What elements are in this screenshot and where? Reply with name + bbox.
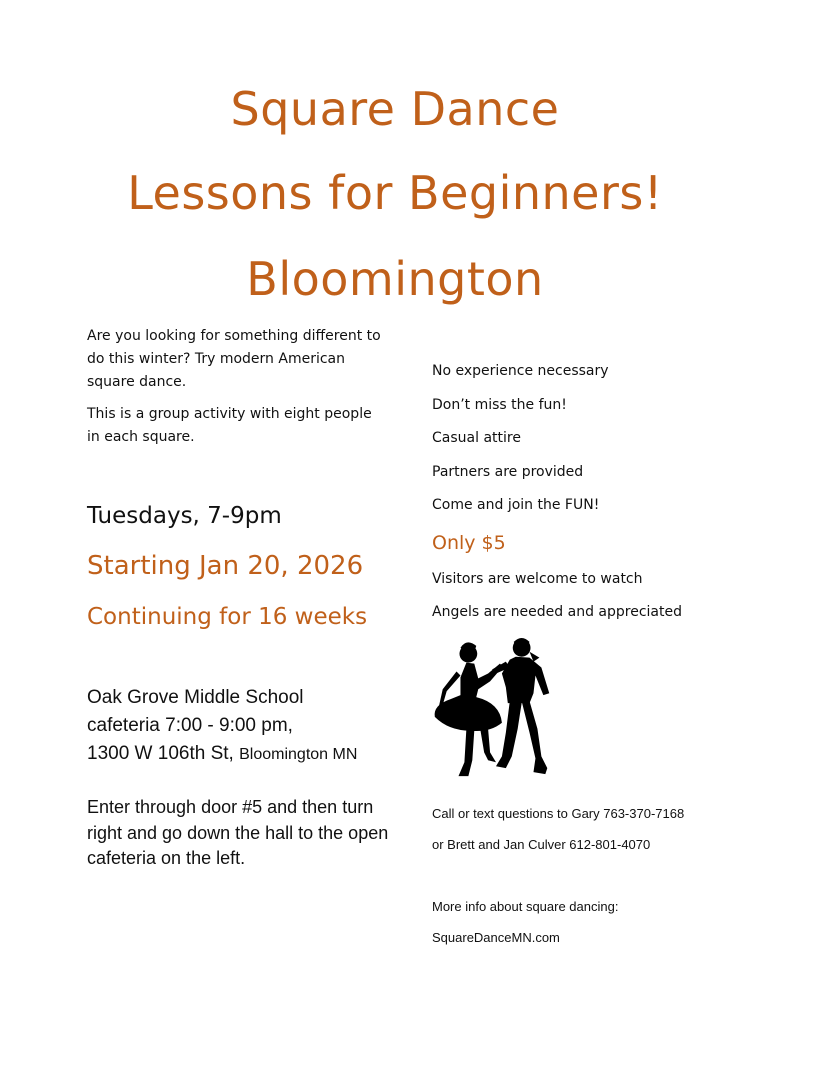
more-info-label: More info about square dancing: [432,899,619,914]
title-line-3: Bloomington [246,252,544,306]
duration: Continuing for 16 weeks [87,604,368,630]
feature-item: Casual attire [432,430,521,446]
venue-block [87,684,407,769]
venue-address [87,740,407,769]
website-link[interactable]: SquareDanceMN.com [432,930,560,945]
directions: Enter through door #5 and then turn right and go down the hall to the open cafeteria on the left. [87,797,389,868]
venue-street: 1300 W 106th St, [87,743,234,764]
contact-culver: or Brett and Jan Culver 612-801-4070 [432,837,651,852]
feature-item: Partners are provided [432,464,584,480]
feature-item: Don’t miss the fun! [432,397,567,413]
feature-item: Angels are needed and appreciated [432,604,682,620]
day-time: Tuesdays, 7-9pm [87,503,282,529]
venue-room-time: cafeteria 7:00 - 9:00 pm, [87,715,293,736]
intro-text [87,325,387,449]
feature-item: Visitors are welcome to watch [432,571,643,587]
title-line-2: Lessons for Beginners! [127,166,663,220]
feature-item: No experience necessary [432,363,609,379]
start-date: Starting Jan 20, 2026 [87,551,364,581]
venue-name: Oak Grove Middle School [87,687,304,708]
intro-paragraph-2: This is a group activity with eight people in each square. [87,406,372,445]
price: Only $5 [432,532,506,554]
contact-gary: Call or text questions to Gary 763-370-7168 [432,806,685,821]
venue-city: Bloomington MN [239,746,358,763]
square-dancers-silhouette [430,634,560,782]
intro-paragraph-1: Are you looking for something different to do this winter? Try modern American square dance. [87,328,381,390]
title-line-1: Square Dance [230,82,560,136]
feature-item: Come and join the FUN! [432,497,600,513]
